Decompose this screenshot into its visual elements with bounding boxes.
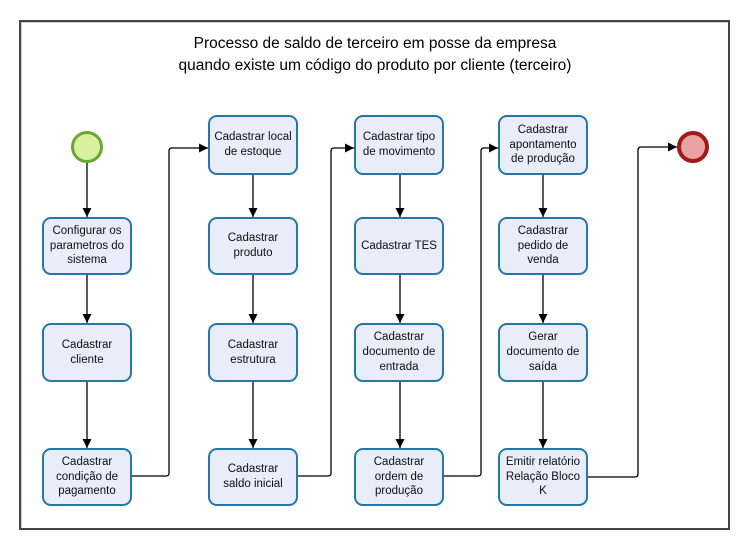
title-line-2: quando existe um código do produto por cliente (terceiro) <box>178 57 572 74</box>
task-emitir-relatorio-bloco-k: Emitir relatório Relação Bloco K <box>498 448 588 506</box>
title-line-1: Processo de saldo de terceiro em posse da empresa <box>193 35 557 52</box>
end-event-circle <box>677 131 709 163</box>
task-configurar-parametros: Configurar os parametros do sistema <box>42 217 132 275</box>
task-cadastrar-condicao-pagamento: Cadastrar condição de pagamento <box>42 448 132 506</box>
task-cadastrar-local-estoque: Cadastrar local de estoque <box>208 115 298 175</box>
diagram-title <box>0 33 750 77</box>
task-cadastrar-tipo-movimento: Cadastrar tipo de movimento <box>354 115 444 175</box>
task-cadastrar-saldo-inicial: Cadastrar saldo inicial <box>208 448 298 506</box>
task-cadastrar-documento-entrada: Cadastrar documento de entrada <box>354 323 444 382</box>
task-cadastrar-apontamento-producao: Cadastrar apontamento de produção <box>498 115 588 175</box>
task-cadastrar-estrutura: Cadastrar estrutura <box>208 323 298 382</box>
start-event-circle <box>71 131 103 163</box>
task-gerar-documento-saida: Gerar documento de saída <box>498 323 588 382</box>
task-cadastrar-cliente: Cadastrar cliente <box>42 323 132 382</box>
task-cadastrar-pedido-venda: Cadastrar pedido de venda <box>498 217 588 275</box>
task-cadastrar-tes: Cadastrar TES <box>354 217 444 275</box>
task-cadastrar-produto: Cadastrar produto <box>208 217 298 275</box>
task-cadastrar-ordem-producao: Cadastrar ordem de produção <box>354 448 444 506</box>
